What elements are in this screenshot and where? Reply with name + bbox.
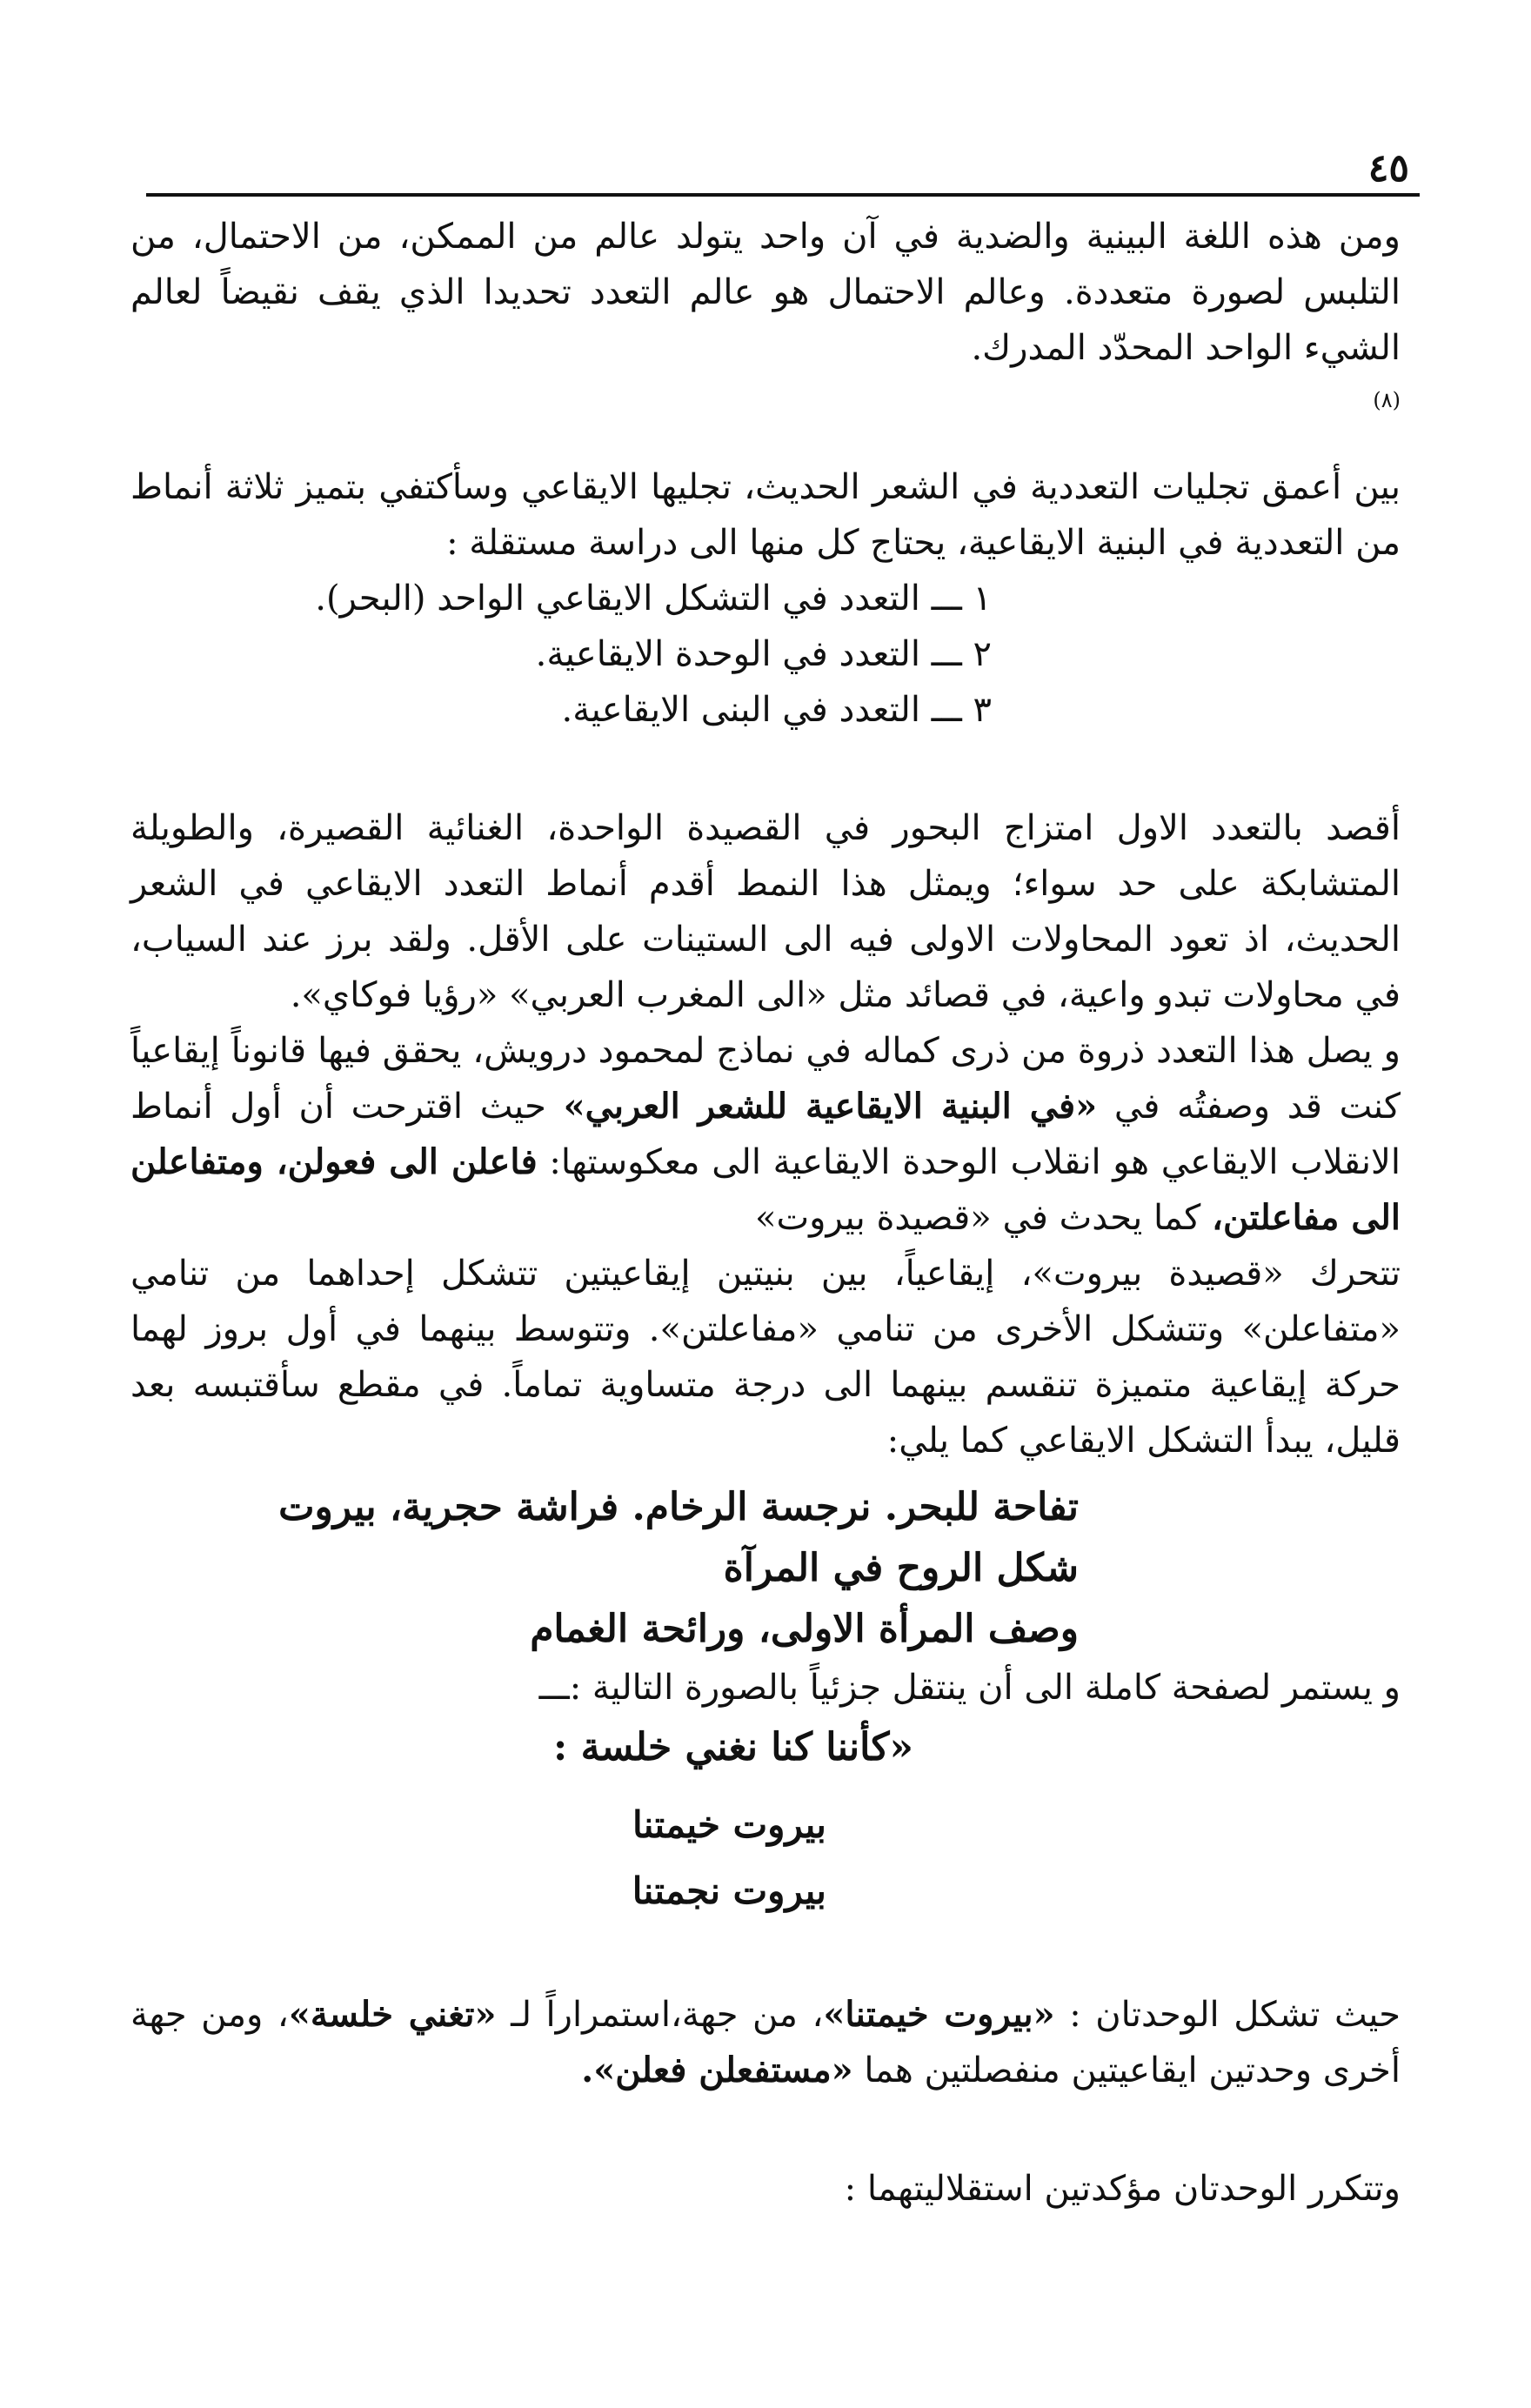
list-item: ٣ ـــ التعدد في البنى الايقاعية. (561, 690, 992, 730)
paragraph-2: بين أعمق تجليات التعددية في الشعر الحديث، تجليها الايقاعي وسأكتفي بتميز ثلاثة أنماط من التعددية في البنية الايقاعية، يحتاج كل منها الى دراسة مستقلة : (130, 467, 1401, 563)
paragraph-7-text-1: حيث تشكل الوحدتان : (1069, 1995, 1401, 2035)
paragraph-8: وتتكرر الوحدتان مؤكدتين استقلاليتهما : (844, 2169, 1401, 2209)
poem-line: وصف المرأة الاولى، ورائحة الغمام (530, 1607, 1079, 1651)
poem-line: شكل الروح في المرآة (723, 1546, 1079, 1590)
paragraph-3: أقصد بالتعدد الاول امتزاج البحور في القصيدة الواحدة، الغنائية القصيرة، والطويلة المتشابكة على حد سواء؛ ويمثل هذا النمط أقدم أنماط التعدد الايقاعي في الشعر الحديث، اذ تعود المحاولات الاولى فيه الى الستينات على الأقل. ولقد برز عند السياب، في محاولات تبدو واعية، في قصائد مثل «الى المغرب العربي» «رؤيا فوكاي». (130, 808, 1401, 1015)
section-number: (٨) (1373, 388, 1401, 412)
list-item: ٢ ـــ التعدد في الوحدة الايقاعية. (535, 634, 992, 674)
quoted-phrase-3: «مستفعلن فعلن». (581, 2050, 853, 2090)
paragraph-7 (130, 1987, 1401, 2098)
rhythm-types-list (130, 571, 1401, 738)
book-title-reference: «في البنية الايقاعية للشعر العربي» (563, 1086, 1098, 1127)
paragraph-4-text-1: و يصل هذا التعدد ذروة من ذرى كماله في نماذج لمحمود درويش، يحقق فيها قانوناً إيقاعياً كنت قد وصفتُه في (130, 1031, 1401, 1127)
poem-line: تفاحة للبحر. نرجسة الرخام. فراشة حجرية، بيروت (278, 1485, 1079, 1529)
list-item: ١ ـــ التعدد في التشكل الايقاعي الواحد (البحر). (315, 579, 992, 619)
quote-intro-line: «كأننا كنا نغني خلسة : (553, 1725, 913, 1769)
header-rule (146, 193, 1420, 197)
quote-line: بيروت نجمتنا (632, 1870, 826, 1912)
poem-excerpt (130, 1477, 1401, 1660)
paragraph-6: و يستمر لصفحة كاملة الى أن ينتقل جزئياً بالصورة التالية :ـــ (538, 1668, 1401, 1708)
quoted-phrase-2: «تغني خلسة» (288, 1994, 497, 2035)
paragraph-7-text-3: ، ومن جهة أخرى وحدتين ايقاعيتين منفصلتين هما (130, 1995, 1401, 2090)
paragraph-1: ومن هذه اللغة البينية والضدية في آن واحد يتولد عالم من الممكن، من الاحتمال، من التلبس لصورة متعددة. وعالم الاحتمال هو عالم التعدد تحديدا الذي يقف نقيضاً لعالم الشيء الواحد المحدّد المدرك. (130, 217, 1401, 368)
quoted-phrase-1: «بيروت خيمتنا» (823, 1994, 1055, 2035)
paragraph-4 (130, 1023, 1401, 1246)
page-body (130, 209, 1401, 2217)
paragraph-7-text-2: ، من جهة،استمراراً لـ (511, 1995, 824, 2035)
paragraph-5: تتحرك «قصيدة بيروت»، إيقاعياً، بين بنيتين إيقاعيتين تتشكل إحداهما من تنامي «متفاعلن» وتتشكل الأخرى من تنامي «مفاعلتن». وتتوسط بينهما في أول بروز لهما حركة إيقاعية متميزة تنقسم بينهما الى درجة متساوية تماماً. في مقطع سأقتبسه بعد قليل، يبدأ التشكل الايقاعي كما يلي: (130, 1254, 1401, 1461)
quote-excerpt (130, 1792, 1401, 1924)
meter-inversion-terms: فاعلن الى فعولن، ومتفاعلن الى مفاعلتن، (130, 1141, 1401, 1238)
quote-line: بيروت خيمتنا (632, 1803, 826, 1846)
page-number: ٤٥ (1367, 146, 1409, 191)
paragraph-4-text-2: حيث اقترحت أن أول أنماط الانقلاب الايقاعي هو انقلاب الوحدة الايقاعية الى معكوستها: (130, 1087, 1401, 1182)
paragraph-4-text-3: كما يحدث في «قصيدة بيروت» (755, 1198, 1201, 1238)
